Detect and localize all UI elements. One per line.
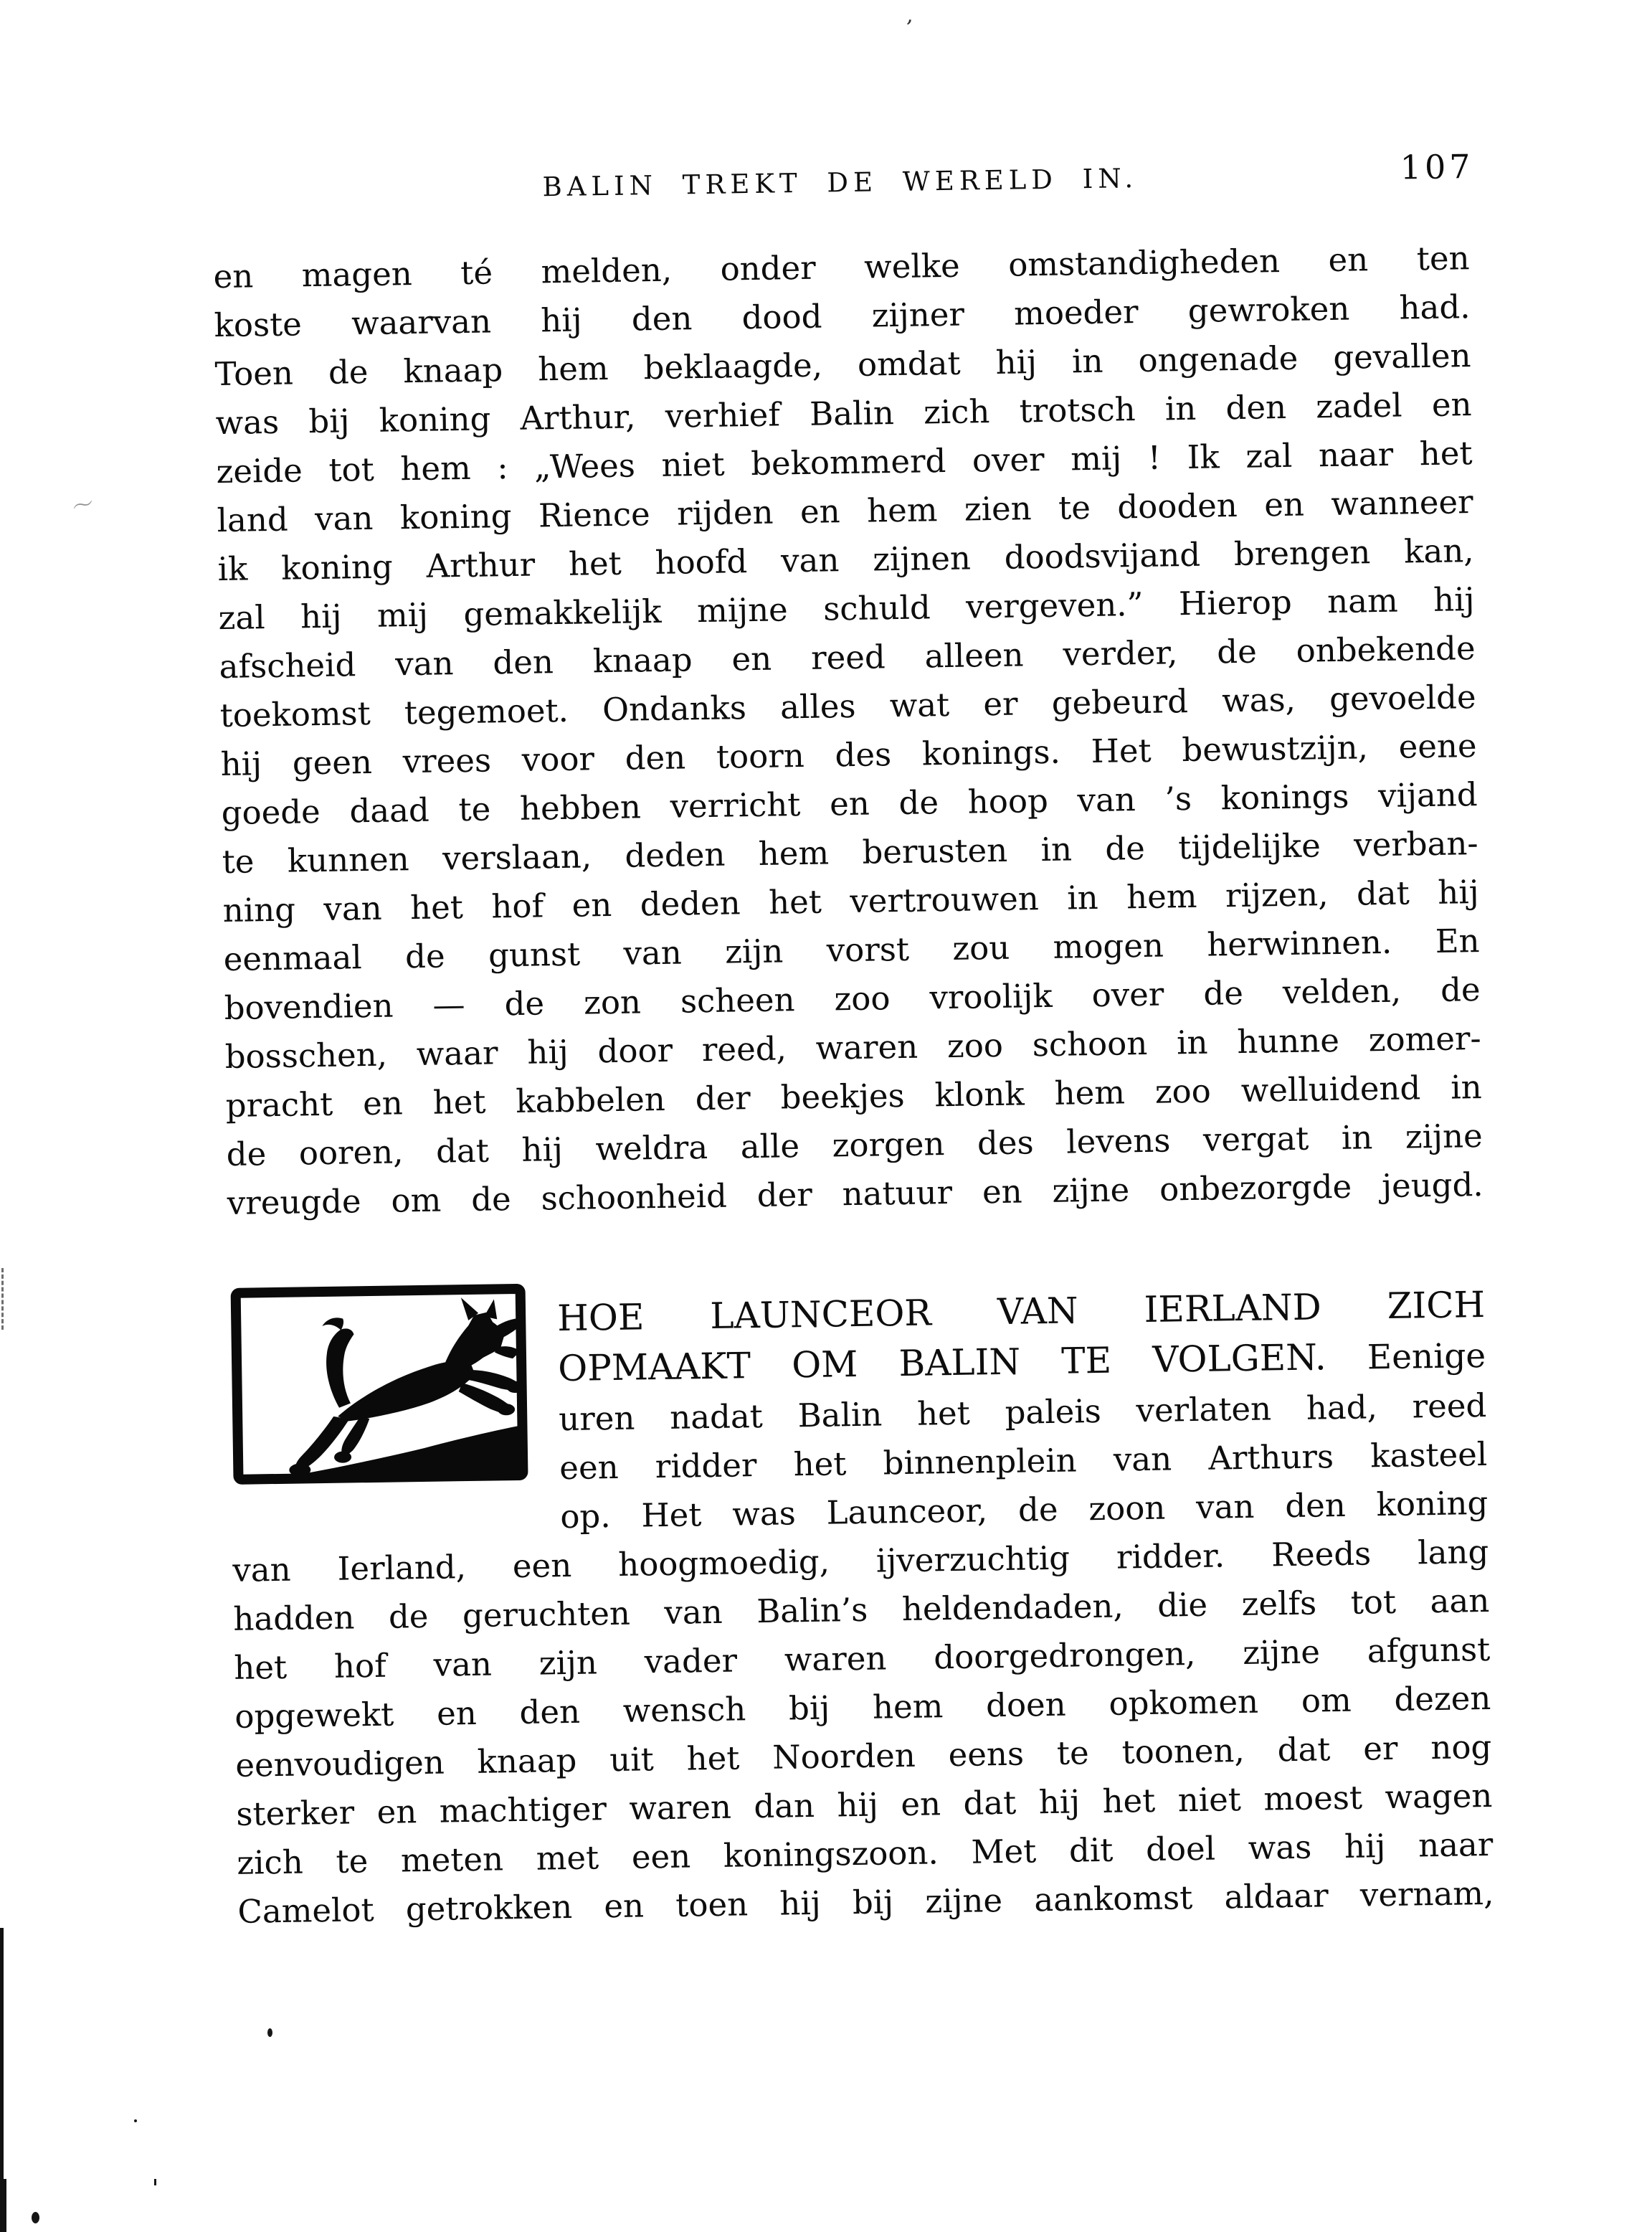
text-line: afscheid van den knaap en reed alleen verder, de onbekende (219, 629, 1476, 686)
text-line: was bij koning Arthur, verhief Balin zich trotsch in den zadel en (215, 385, 1472, 443)
text-line: te kunnen verslaan, deden hem berusten in de tijdelijke verban- (222, 824, 1478, 881)
text-line: van Ierland, een hoogmoedig, ijverzuchtig ridder. Reeds lang (232, 1532, 1489, 1589)
scan-artifact (134, 2119, 137, 2122)
text-line: ik koning Arthur het hoofd van zijnen doodsvijand brengen kan, (217, 531, 1474, 589)
text-line: zich te meten met een koningszoon. Met dit doel was hij naar (237, 1825, 1494, 1882)
text-line: vreugde om de schoonheid der natuur en zijne onbezorgde jeugd. (227, 1165, 1484, 1222)
text-line: goede daad te hebben verricht en de hoop van ’s konings vijand (221, 775, 1478, 833)
text-line: land van koning Rience rijden en hem zien te dooden en wanneer (217, 483, 1473, 540)
scan-artifact: ’ (903, 15, 913, 42)
text-line: hadden de geruchten van Balin’s heldendaden, die zelfs tot aan (233, 1581, 1490, 1638)
text-line: op. Het was Launceor, de zoon van den koning (559, 1483, 1489, 1536)
text-line: Toen de knaap hem beklaagde, omdat hij in ongenade gevallen (214, 336, 1471, 394)
page-content (209, 0, 1499, 2232)
scan-artifact (267, 2028, 272, 2037)
scan-artifact: 〜 (69, 491, 98, 521)
text-line: eenmaal de gunst van zijn vorst zou mogen herwinnen. En (223, 922, 1480, 979)
chapter-section (228, 1265, 1494, 1937)
section-heading-rest: Eenige (1367, 1335, 1486, 1378)
text-line: ning van het hof en deden het vertrouwen in hem rijzen, dat hij (222, 873, 1479, 930)
text-line: bovendien — de zon scheen zoo vroolijk over de velden, de (224, 970, 1481, 1028)
text-line: een ridder het binnenplein van Arthurs kasteel (559, 1434, 1488, 1488)
scan-artifact (0, 2179, 6, 2232)
running-title: BALIN TREKT DE WERELD IN. (542, 162, 1139, 203)
text-line: koste waarvan hij den dood zijner moeder gewroken had. (214, 288, 1471, 345)
text-line: opgewekt en den wensch bij hem doen opkomen om dezen (234, 1678, 1491, 1736)
leaping-dog-illustration (230, 1282, 531, 1488)
text-line: pracht en het kabbelen der beekjes klonk hem zoo welluidend in (225, 1068, 1482, 1125)
section-heading-line: HOE LAUNCEOR VAN IERLAND ZICH (556, 1283, 1486, 1340)
scan-artifact (1, 1268, 4, 1330)
text-line: het hof van zijn vader waren doorgedrongen, zijne afgunst (234, 1630, 1491, 1687)
text-line: zal hij mij gemakkelijk mijne schuld vergeven.” Hierop nam hij (218, 580, 1475, 638)
text-line: toekomst tegemoet. Ondanks alles wat er gebeurd was, gevoelde (219, 678, 1476, 735)
text-line: hij geen vrees voor den toorn des konings. Het bewustzijn, eene (220, 727, 1477, 784)
text-line: Camelot getrokken en toen hij bij zijne aankomst aldaar vernam, (237, 1873, 1494, 1931)
paragraph (213, 234, 1484, 1228)
text-line: bosschen, waar hij door reed, waren zoo schoon in hunne zomer- (224, 1019, 1481, 1077)
dog-silhouette-svg (230, 1282, 531, 1488)
text-line: en magen té melden, onder welke omstandigheden en ten (213, 239, 1470, 296)
text-line: uren nadat Balin het paleis verlaten had, reed (558, 1386, 1487, 1439)
page-header (212, 147, 1474, 218)
section-heading-caps: OPMAAKT OM BALIN TE VOLGEN. (557, 1336, 1327, 1390)
text-line: zeide tot hem : „Wees niet bekommerd over mij ! Ik zal naar het (216, 434, 1473, 491)
text-line: sterker en machtiger waren dan hij en dat hij het niet moest wagen (236, 1776, 1493, 1833)
page-number: 107 (1400, 147, 1474, 187)
scan-artifact (32, 2212, 39, 2223)
scan-artifact (154, 2179, 156, 2185)
text-line: eenvoudigen knaap uit het Noorden eens te toonen, dat er nog (235, 1727, 1492, 1784)
text-line: de ooren, dat hij weldra alle zorgen des levens vergat in zijne (226, 1117, 1483, 1173)
